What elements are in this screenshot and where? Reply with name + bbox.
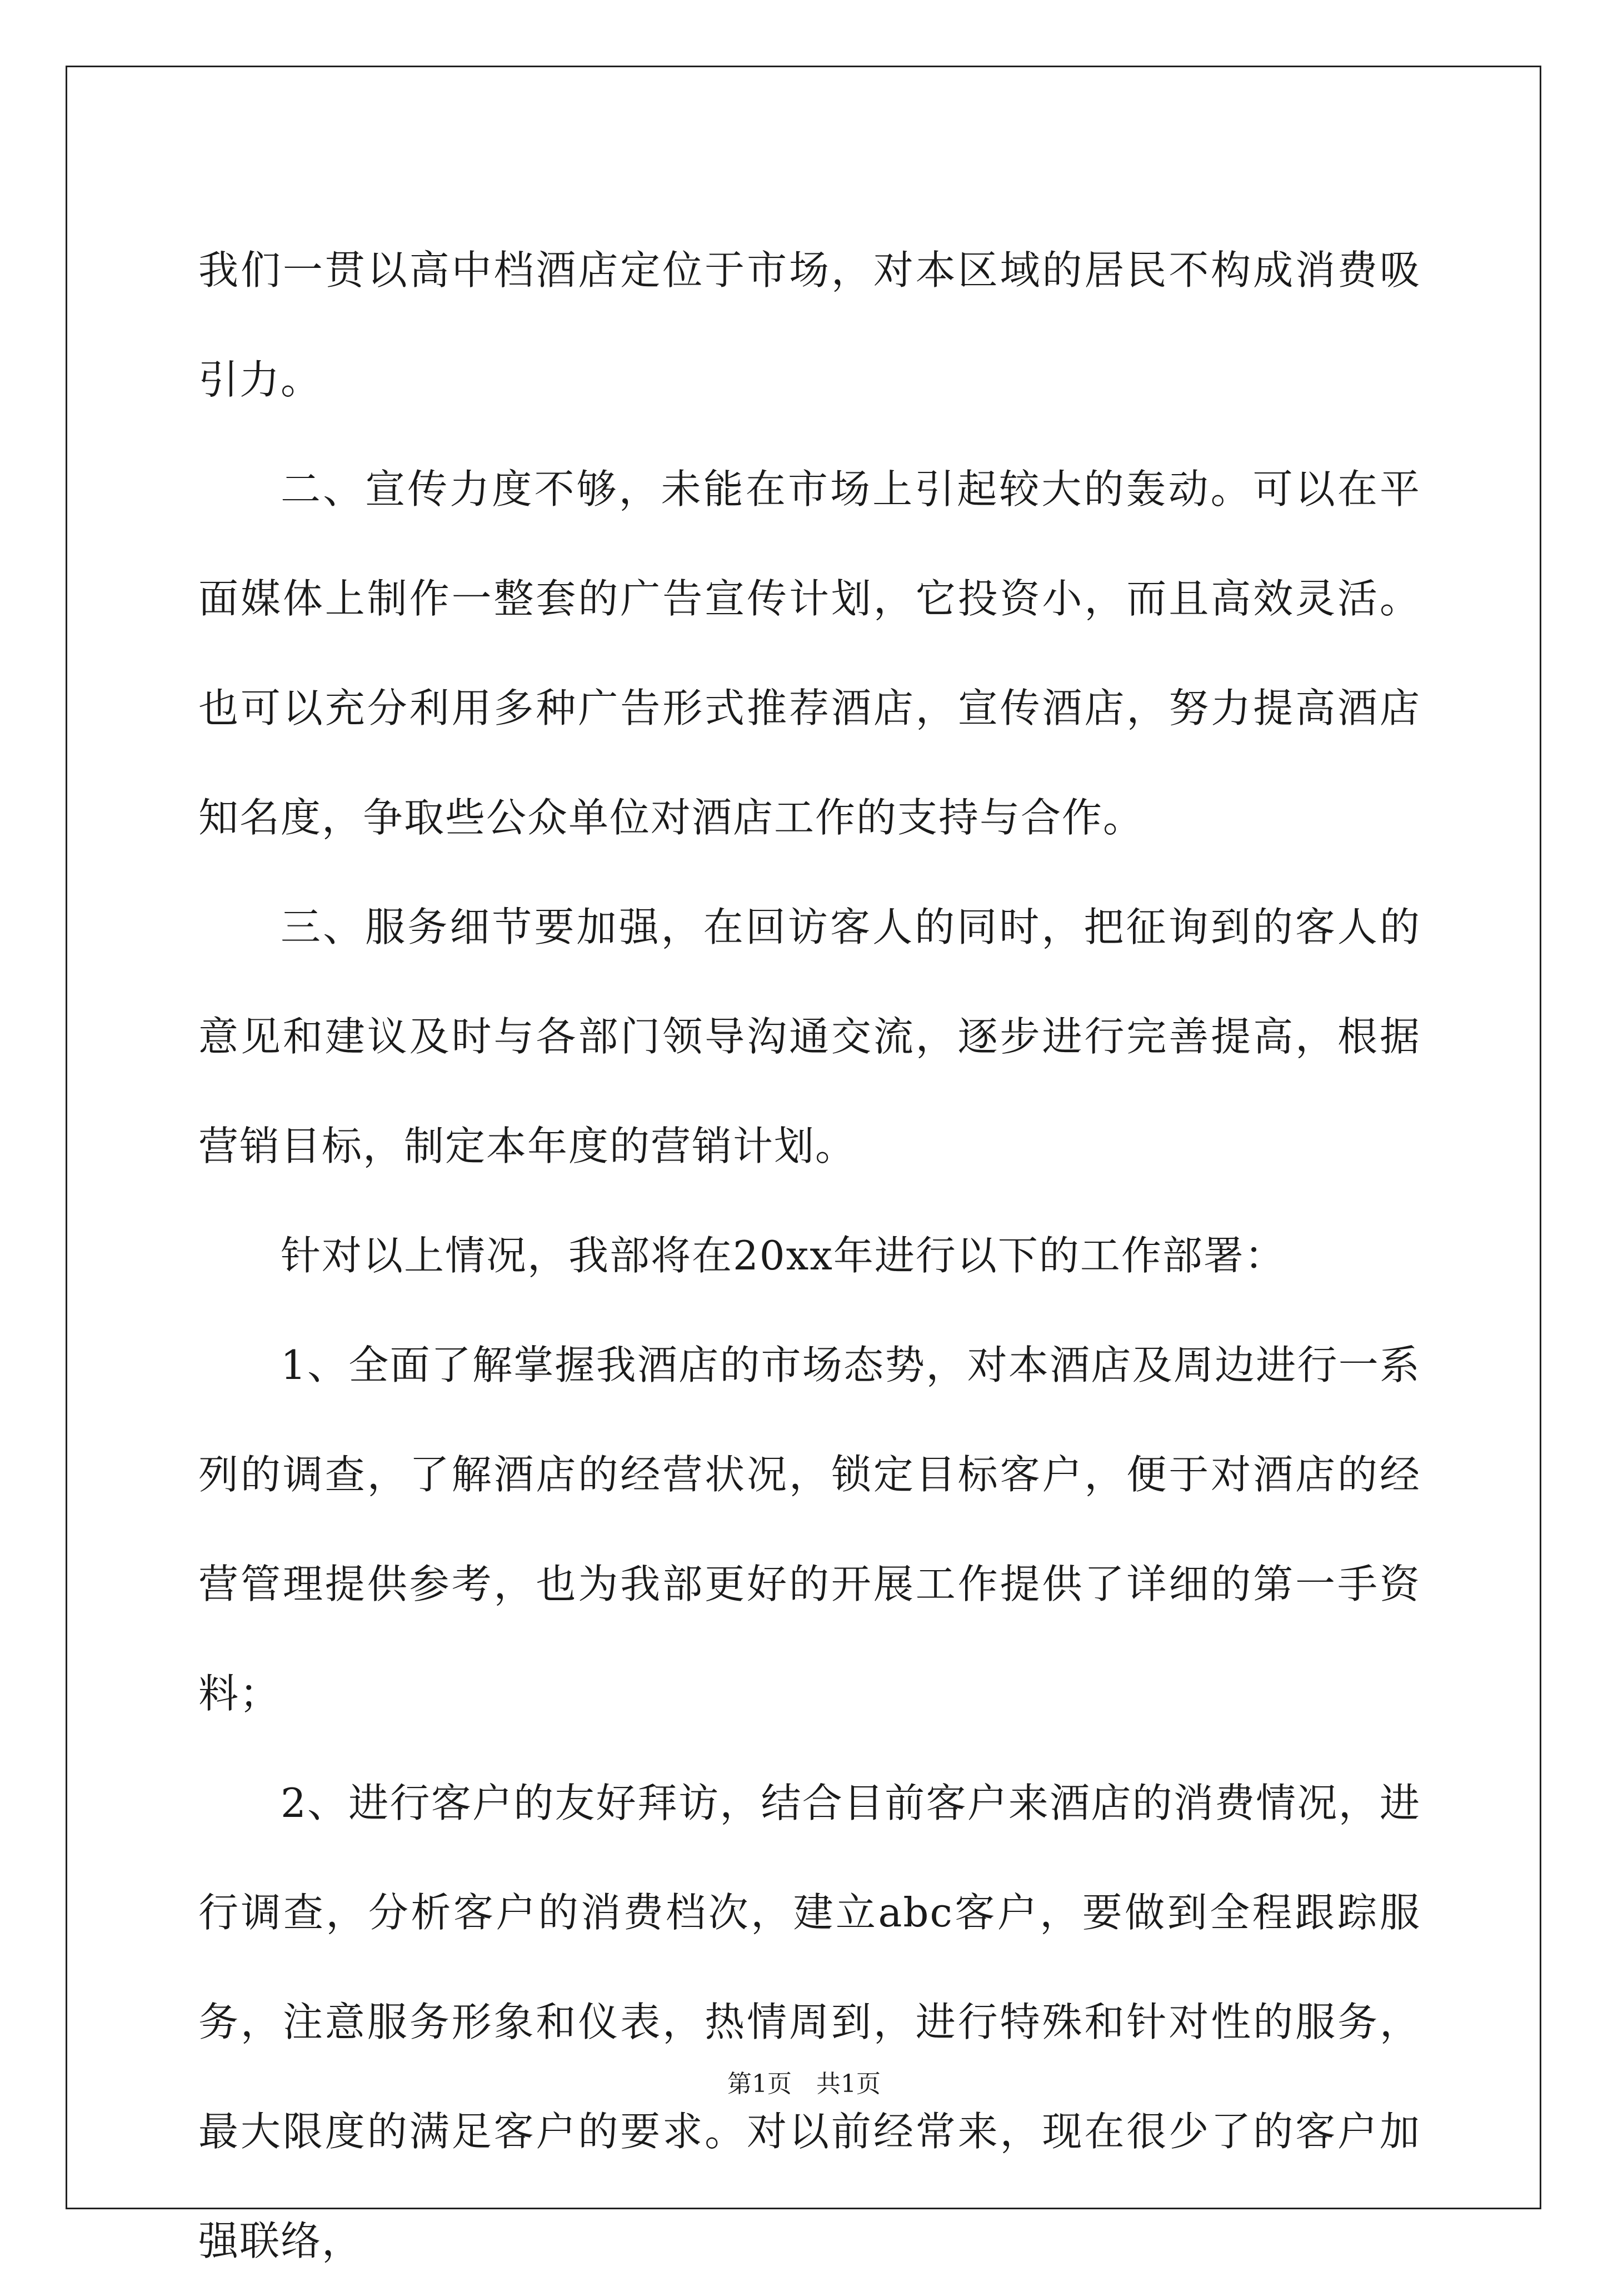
paragraph-1: 我们一贯以高中档酒店定位于市场，对本区域的居民不构成消费吸引力。: [198, 247, 1421, 403]
paragraph-6: 2、进行客户的友好拜访，结合目前客户来酒店的消费情况，进行调查，分析客户的消费档次，建立abc客户，要做到全程跟踪服务，注意服务形象和仪表，热情周到，进行特殊和针对性的服务，最大限度的满足客户的要求。对以前经常来，现在很少了的客户加强联络，: [198, 1780, 1421, 2264]
paragraph-3: 三、服务细节要加强，在回访客人的同时，把征询到的客人的意见和建议及时与各部门领导沟通交流，逐步进行完善提高，根据营销目标，制定本年度的营销计划。: [198, 904, 1421, 1169]
paragraph-5: 1、全面了解掌握我酒店的市场态势，对本酒店及周边进行一系列的调查，了解酒店的经营状况，锁定目标客户，便于对酒店的经营管理提供参考，也为我部更好的开展工作提供了详细的第一手资料；: [198, 1342, 1421, 1717]
page-footer: 第1页 共1页: [727, 2070, 881, 2098]
paragraph-2: 二、宣传力度不够，未能在市场上引起较大的轰动。可以在平面媒体上制作一整套的广告宣传计划，它投资小，而且高效灵活。也可以充分利用多种广告形式推荐酒店，宣传酒店，努力提高酒店知名度，争取些公众单位对酒店工作的支持与合作。: [198, 466, 1421, 841]
document-body: [198, 216, 1421, 2296]
paragraph-4: 针对以上情况，我部将在20xx年进行以下的工作部署：: [281, 1232, 1286, 1279]
